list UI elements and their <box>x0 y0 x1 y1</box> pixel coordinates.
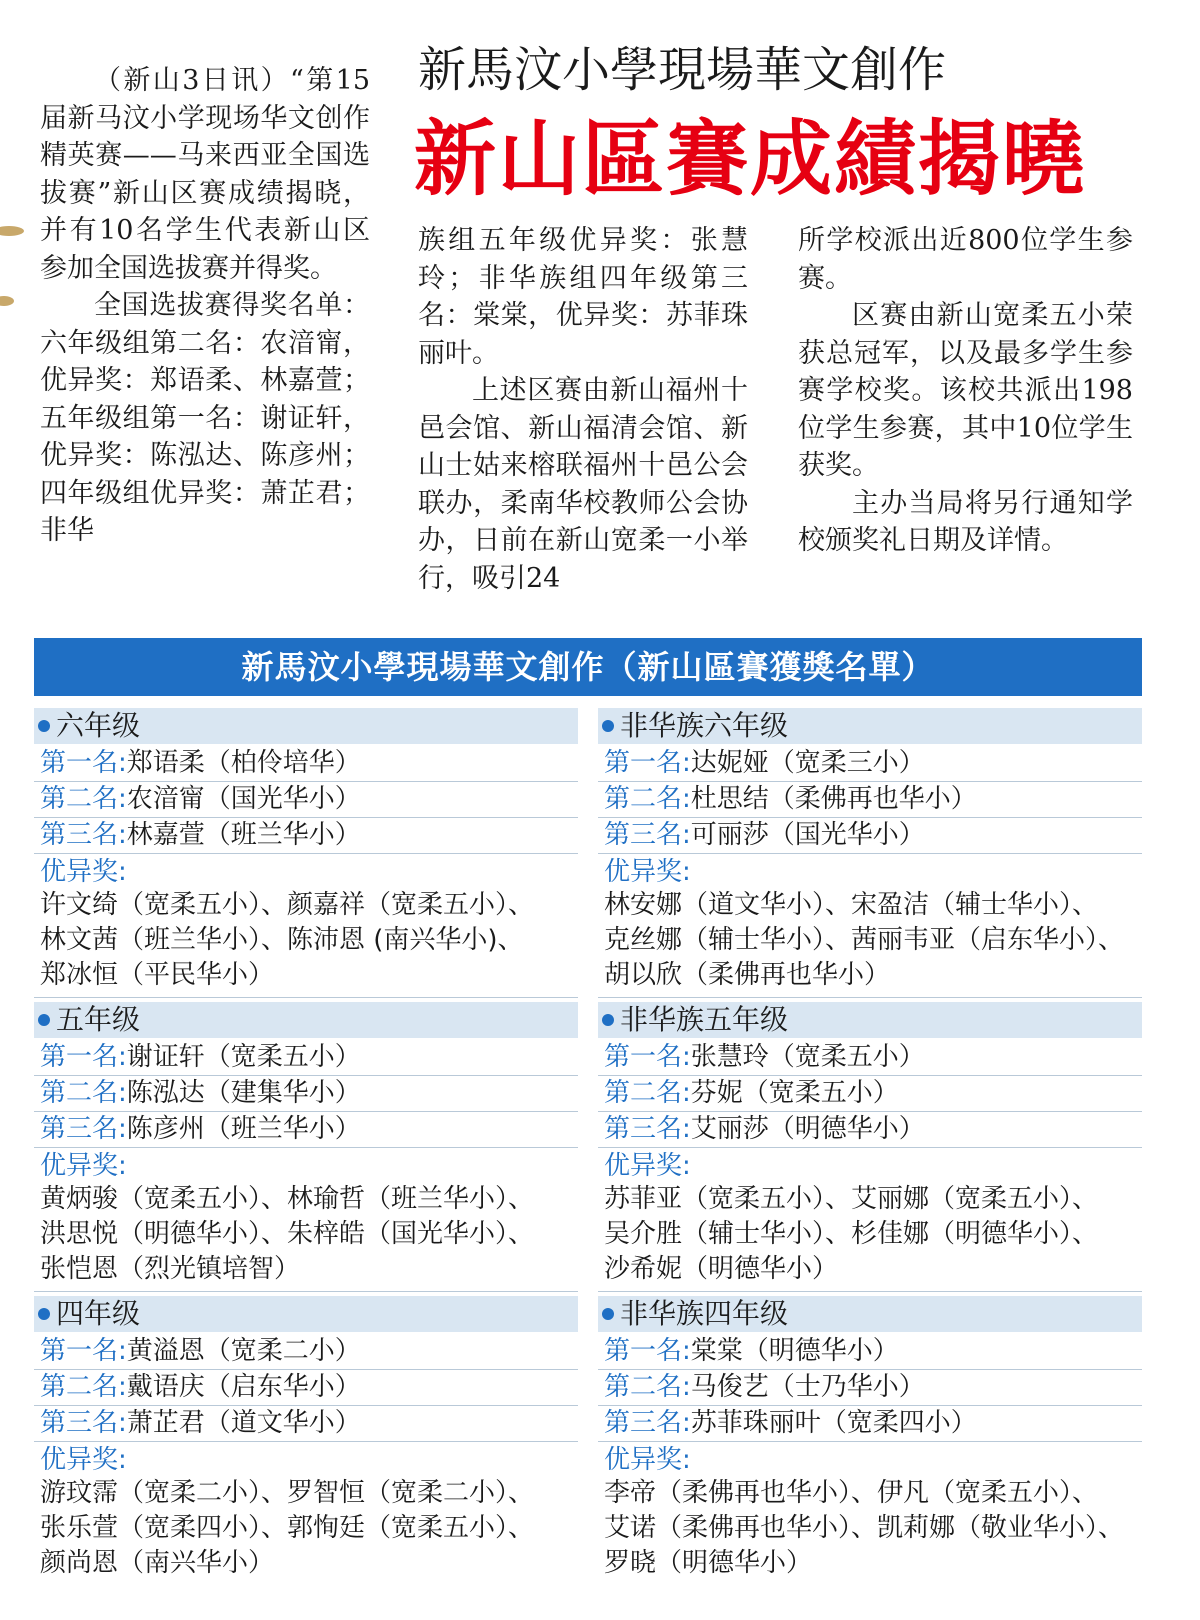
merit-label: 优异奖: <box>604 1445 691 1475</box>
rank-row <box>34 1370 578 1406</box>
rank-row <box>598 1076 1142 1112</box>
section-heading <box>598 1002 1142 1040</box>
headline-line-1: 新馬汶小學現場華文創作 <box>418 42 947 98</box>
rank-label: 第三名: <box>604 820 691 850</box>
rank-row <box>598 1334 1142 1370</box>
award-section <box>34 1296 578 1585</box>
section-heading-text: 六年级 <box>56 709 141 742</box>
winner-name: 陈泓达（建集华小） <box>126 1078 361 1108</box>
merit-label: 优异奖: <box>40 857 127 887</box>
decorative-arc <box>0 296 14 306</box>
rank-row <box>34 1040 578 1076</box>
merit-list <box>598 1476 1142 1585</box>
award-section <box>34 708 578 998</box>
article-paragraph: 区赛由新山宽柔五小荣获总冠军，以及最多学生参赛学校奖。该校共派出198位学生参赛，其中10位学生获奖。 <box>798 300 1133 481</box>
rank-label: 第三名: <box>40 1114 127 1144</box>
bullet-dot-icon <box>602 1308 614 1320</box>
article-paragraph: 所学校派出近800位学生参赛。 <box>798 225 1133 294</box>
headline-line-2: 新山區賽成績揭曉 <box>414 112 1087 207</box>
award-section <box>34 1002 578 1292</box>
rank-row <box>34 1076 578 1112</box>
award-section <box>598 1002 1142 1292</box>
article-column-2 <box>418 222 748 597</box>
rank-row <box>34 818 578 854</box>
merit-line: 张恺恩（烈光镇培智） <box>40 1254 301 1284</box>
winner-name: 可丽莎（国光华小） <box>690 820 925 850</box>
rank-label: 第一名: <box>40 748 127 778</box>
section-heading-text: 非华族五年级 <box>620 1003 789 1036</box>
rank-label: 第一名: <box>604 1336 691 1366</box>
rank-row <box>34 782 578 818</box>
section-heading-text: 四年级 <box>56 1297 141 1330</box>
rank-row <box>34 1406 578 1442</box>
merit-line: 李帝（柔佛再也华小）、伊凡（宽柔五小）、 <box>604 1478 1099 1508</box>
section-heading-text: 非华族四年级 <box>620 1297 789 1330</box>
awards-column-right <box>598 708 1142 1585</box>
article-paragraph: 全国选拔赛得奖名单：六年级组第二名：农湆甯，优异奖：郑语柔、林嘉萱；五年级组第一名：谢证轩，优异奖：陈泓达、陈彦州；四年级组优异奖：萧芷君；非华 <box>40 290 370 546</box>
winner-name: 杜思结（柔佛再也华小） <box>690 784 977 814</box>
winner-name: 艾丽莎（明德华小） <box>690 1114 925 1144</box>
winner-name: 棠棠（明德华小） <box>690 1336 899 1366</box>
rank-row <box>598 1040 1142 1076</box>
merit-line: 林安娜（道文华小）、宋盈洁（辅士华小）、 <box>604 890 1099 920</box>
rank-label: 第二名: <box>40 1372 127 1402</box>
rank-label: 第三名: <box>40 820 127 850</box>
rank-label: 第二名: <box>40 784 127 814</box>
winner-name: 萧芷君（道文华小） <box>126 1408 361 1438</box>
rank-label: 第二名: <box>604 1372 691 1402</box>
rank-label: 第一名: <box>604 1042 691 1072</box>
merit-label: 优异奖: <box>40 1151 127 1181</box>
merit-line: 许文绮（宽柔五小）、颜嘉祥（宽柔五小）、 <box>40 890 535 920</box>
rank-row <box>598 1370 1142 1406</box>
merit-line: 张乐萱（宽柔四小）、郭恂廷（宽柔五小）、 <box>40 1513 535 1543</box>
winner-name: 芬妮（宽柔五小） <box>690 1078 899 1108</box>
winner-name: 达妮娅（宽柔三小） <box>690 748 925 778</box>
rank-label: 第二名: <box>604 1078 691 1108</box>
winner-name: 郑语柔（柏伶培华） <box>126 748 361 778</box>
article-paragraph: （新山3日讯）“第15届新马汶小学现场华文创作精英赛——马来西亚全国选拔赛”新山区赛成绩揭晓，并有10名学生代表新山区参加全国选拔赛并得奖。 <box>40 65 370 284</box>
bullet-dot-icon <box>602 720 614 732</box>
merit-line: 郑冰恒（平民华小） <box>40 960 275 990</box>
rank-label: 第三名: <box>604 1408 691 1438</box>
winner-name: 苏菲珠丽叶（宽柔四小） <box>690 1408 977 1438</box>
rank-row <box>598 1112 1142 1148</box>
rank-row <box>34 1112 578 1148</box>
article-column-1 <box>40 62 370 550</box>
merit-list <box>34 1182 578 1292</box>
merit-line: 胡以欣（柔佛再也华小） <box>604 960 891 990</box>
merit-list <box>34 1476 578 1585</box>
article-paragraph: 主办当局将另行通知学校颁奖礼日期及详情。 <box>798 487 1133 556</box>
section-heading <box>34 1296 578 1334</box>
merit-label: 优异奖: <box>40 1445 127 1475</box>
section-heading <box>598 708 1142 746</box>
winner-name: 黄溢恩（宽柔二小） <box>126 1336 361 1366</box>
merit-line: 罗晓（明德华小） <box>604 1548 813 1578</box>
merit-label: 优异奖: <box>604 1151 691 1181</box>
decorative-arc <box>0 226 24 236</box>
rank-label: 第三名: <box>604 1114 691 1144</box>
rank-row <box>34 1334 578 1370</box>
section-heading <box>34 1002 578 1040</box>
rank-row <box>598 746 1142 782</box>
rank-label: 第二名: <box>604 784 691 814</box>
winner-name: 张慧玲（宽柔五小） <box>690 1042 925 1072</box>
merit-line: 沙希妮（明德华小） <box>604 1254 839 1284</box>
section-heading <box>598 1296 1142 1334</box>
award-section <box>598 1296 1142 1585</box>
merit-line: 游玟霈（宽柔二小）、罗智恒（宽柔二小）、 <box>40 1478 535 1508</box>
merit-list <box>34 888 578 998</box>
article-paragraph: 族组五年级优异奖：张慧玲；非华族组四年级第三名：棠棠，优异奖：苏菲珠丽叶。 <box>418 225 748 369</box>
bullet-dot-icon <box>38 1014 50 1026</box>
merit-label: 优异奖: <box>604 857 691 887</box>
merit-list <box>598 1182 1142 1292</box>
rank-label: 第一名: <box>40 1336 127 1366</box>
awards-banner: 新馬汶小學現場華文創作（新山區賽獲獎名單） <box>34 638 1142 696</box>
bullet-dot-icon <box>38 1308 50 1320</box>
rank-label: 第三名: <box>40 1408 127 1438</box>
article-paragraph: 上述区赛由新山福州十邑会馆、新山福清会馆、新山士姑来榕联福州十邑公会联办，柔南华校教师公会协办，日前在新山宽柔一小举行，吸引24 <box>418 375 748 594</box>
merit-line: 洪思悦（明德华小）、朱梓皓（国光华小）、 <box>40 1219 535 1249</box>
rank-row <box>598 782 1142 818</box>
merit-line: 艾诺（柔佛再也华小）、凯莉娜（敬业华小）、 <box>604 1513 1125 1543</box>
merit-line: 黄炳骏（宽柔五小）、林瑜哲（班兰华小）、 <box>40 1184 535 1214</box>
section-heading-text: 五年级 <box>56 1003 141 1036</box>
winner-name: 林嘉萱（班兰华小） <box>126 820 361 850</box>
rank-row <box>598 1406 1142 1442</box>
rank-row <box>598 818 1142 854</box>
winner-name: 戴语庆（启东华小） <box>126 1372 361 1402</box>
section-heading-text: 非华族六年级 <box>620 709 789 742</box>
rank-label: 第二名: <box>40 1078 127 1108</box>
winner-name: 农湆甯（国光华小） <box>126 784 361 814</box>
merit-line: 林文茜（班兰华小）、陈沛恩 (南兴华小)、 <box>40 925 524 955</box>
winner-name: 陈彦州（班兰华小） <box>126 1114 361 1144</box>
rank-row <box>34 746 578 782</box>
merit-line: 苏菲亚（宽柔五小）、艾丽娜（宽柔五小）、 <box>604 1184 1099 1214</box>
article-column-3 <box>798 222 1133 560</box>
merit-line: 克丝娜（辅士华小）、茜丽韦亚（启东华小）、 <box>604 925 1125 955</box>
awards-column-left <box>34 708 578 1585</box>
rank-label: 第一名: <box>40 1042 127 1072</box>
rank-label: 第一名: <box>604 748 691 778</box>
merit-line: 吴介胜（辅士华小）、杉佳娜（明德华小）、 <box>604 1219 1099 1249</box>
bullet-dot-icon <box>602 1014 614 1026</box>
winner-name: 谢证轩（宽柔五小） <box>126 1042 361 1072</box>
merit-line: 颜尚恩（南兴华小） <box>40 1548 275 1578</box>
bullet-dot-icon <box>38 720 50 732</box>
winner-name: 马俊艺（士乃华小） <box>690 1372 925 1402</box>
award-section <box>598 708 1142 998</box>
merit-list <box>598 888 1142 998</box>
section-heading <box>34 708 578 746</box>
